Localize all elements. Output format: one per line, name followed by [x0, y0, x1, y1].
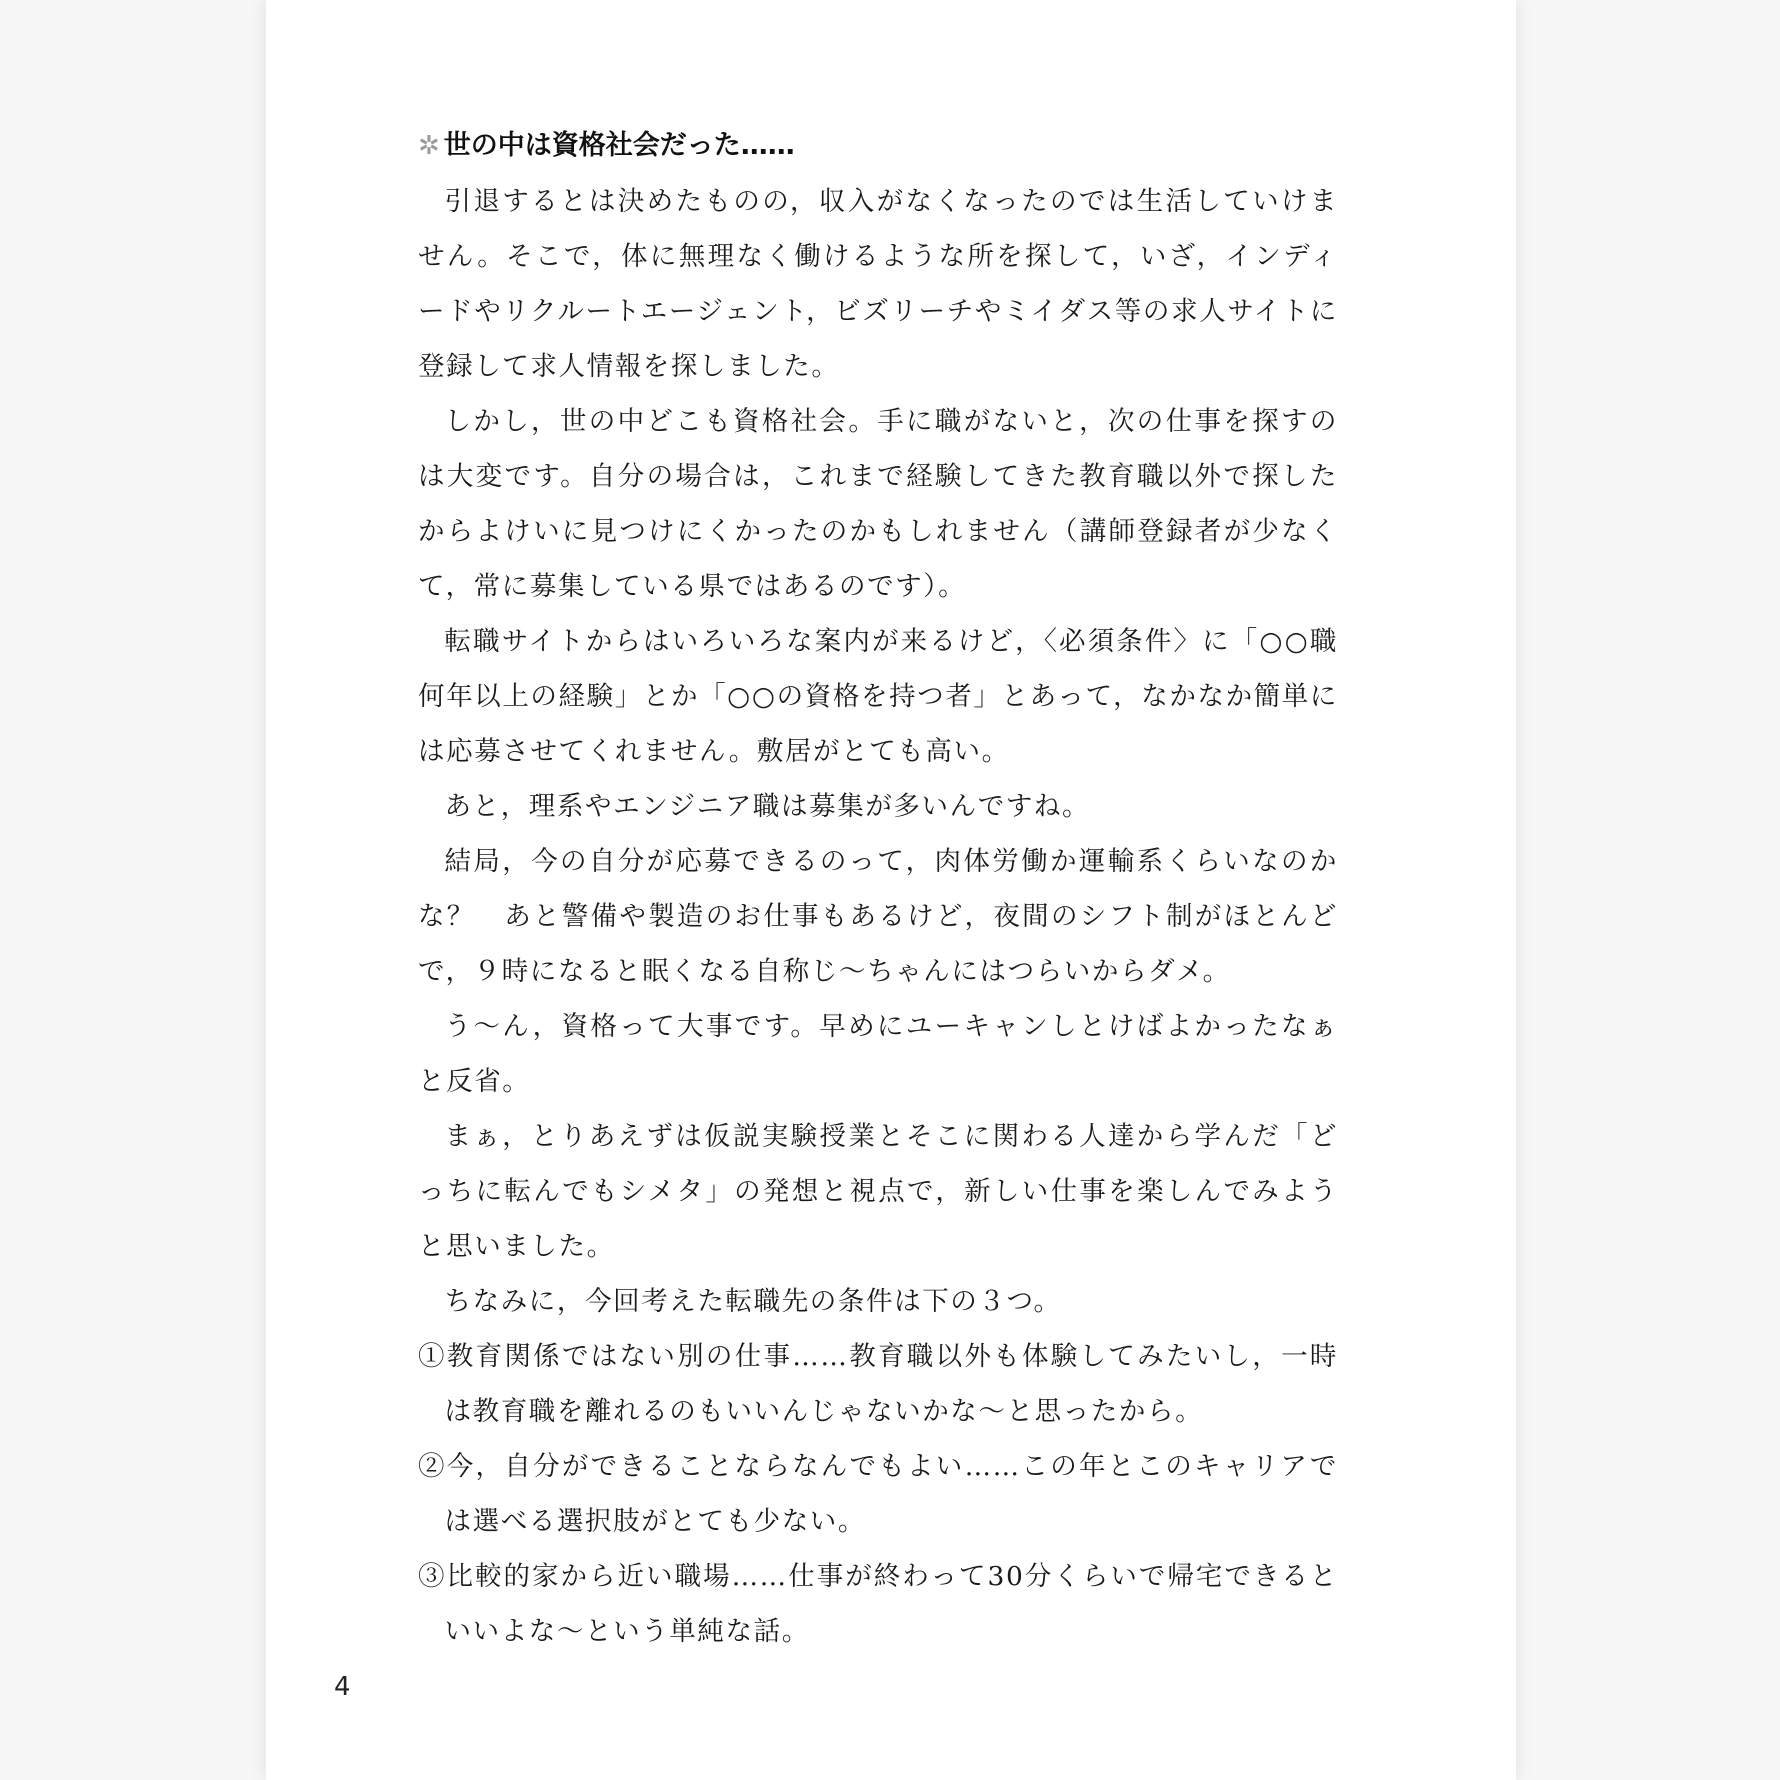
- paragraph: しかし，世の中どこも資格社会。手に職がないと，次の仕事を探すのは大変です。自分の場合は，これまで経験してきた教育職以外で探したからよけいに見つけにくかったのかもしれません（講師登録者が少なくて，常に募集している県ではあるのです）。: [418, 406, 1338, 602]
- book-page: [266, 0, 1516, 1780]
- paragraph: 結局，今の自分が応募できるのって，肉体労働か運輸系くらいなのかな？ あと警備や製造のお仕事もあるけど，夜間のシフト制がほとんどで，９時になると眠くなる自称じ～ちゃんにはつらいからダメ。: [418, 846, 1338, 987]
- paragraph: う～ん，資格って大事です。早めにユーキャンしとけばよかったなぁと反省。: [418, 1011, 1338, 1097]
- paragraph: まぁ，とりあえずは仮説実験授業とそこに関わる人達から学んだ「どっちに転んでもシメタ」の発想と視点で，新しい仕事を楽しんでみようと思いました。: [418, 1121, 1338, 1262]
- paragraph: ちなみに，今回考えた転職先の条件は下の３つ。: [444, 1286, 1062, 1317]
- condition-item: ①教育関係ではない別の仕事……教育職以外も体験してみたいし，一時は教育職を離れるのもいいんじゃないかな～と思ったから。: [418, 1341, 1338, 1427]
- conditions-list: [418, 1329, 1338, 1659]
- page-number: 4: [334, 1672, 351, 1702]
- paragraph: 転職サイトからはいろいろな案内が来るけど，〈必須条件〉に「○○職何年以上の経験」とか「○○の資格を持つ者」とあって，なかなか簡単には応募させてくれません。敷居がとても高い。: [418, 626, 1338, 767]
- condition-item: ②今，自分ができることならなんでもよい……この年とこのキャリアでは選べる選択肢がとても少ない。: [418, 1451, 1338, 1537]
- section-heading-text: 世の中は資格社会だった……: [443, 130, 795, 161]
- flower-ornament-icon: ✲: [418, 131, 440, 161]
- section-heading: [418, 118, 1338, 174]
- page-content: [418, 118, 1338, 1659]
- paragraph: あと，理系やエンジニア職は募集が多いんですね。: [444, 791, 1091, 822]
- paragraph: 引退するとは決めたものの，収入がなくなったのでは生活していけません。そこで，体に無理なく働けるような所を探して，いざ，インディードやリクルートエージェント，ビズリーチやミイダス等の求人サイトに登録して求人情報を探しました。: [418, 186, 1338, 382]
- condition-item: ③比較的家から近い職場……仕事が終わって30分くらいで帰宅できるといいよな～という単純な話。: [418, 1561, 1338, 1647]
